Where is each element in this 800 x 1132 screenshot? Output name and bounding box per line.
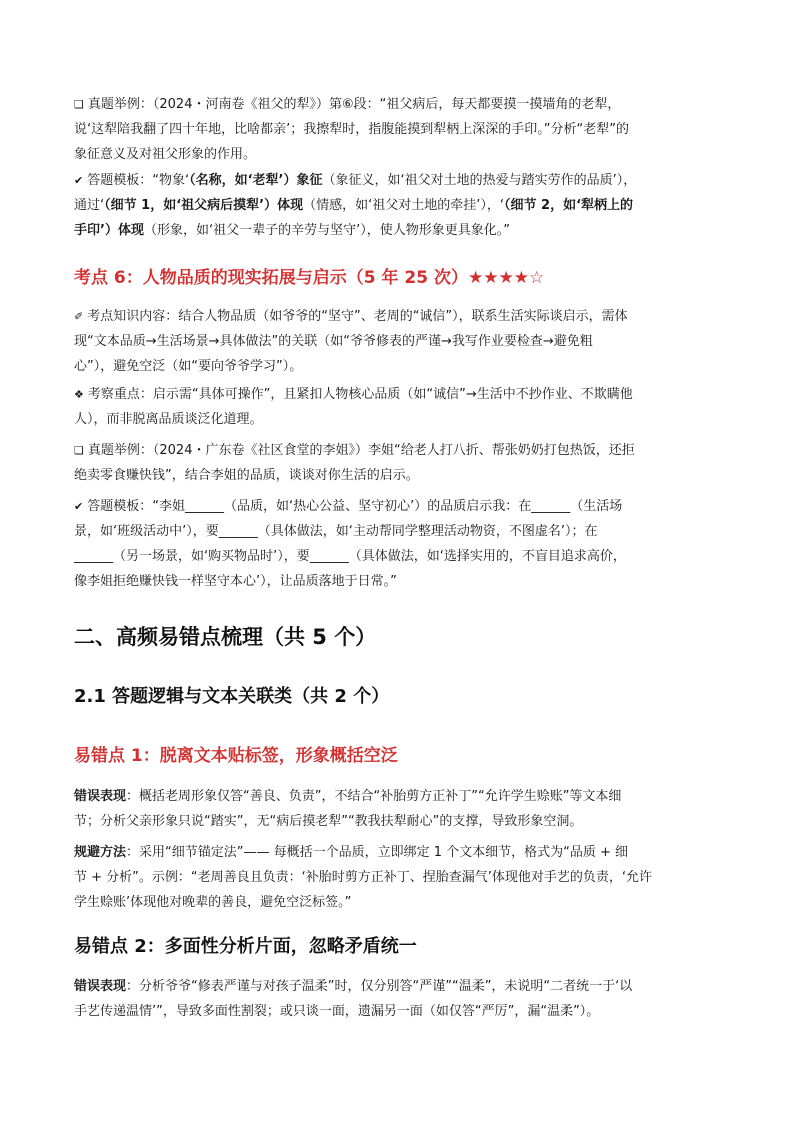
template-line: 答题模板：“李姐______（品质，如‘热心公益、坚守初心’）的品质启示我：在______（生活场	[87, 499, 623, 514]
avoid-line: ：采用“细节锚定法”—— 每概括一个品质，立即绑定 1 个文本细节，格式为“品质 + 细	[126, 845, 629, 860]
example-paragraph-1	[74, 92, 730, 167]
example-line: 真题举例：（2024・河南卷《祖父的犁》）第⑥段：“祖父病后，每天都要摸一摸墙角的老犁，	[87, 97, 621, 112]
mistake-line: 手艺传递温情’”，导致多面性割裂；或只谈一面，遗漏另一面（如仅答“严厉”，漏“温柔”）。	[74, 1004, 600, 1019]
check-icon: ✔	[74, 500, 84, 513]
template-text: （形象，如‘祖父一辈子的辛劳与坚守’），使人物形象更具象化。”	[143, 223, 510, 238]
diamond-bullet-icon: ❖	[74, 388, 84, 401]
mistake-line: 节；分析父亲形象只说“踏实”，无“病后摸老犁”“教我扶犁耐心”的支撑，导致形象空洞。	[74, 814, 583, 829]
avoid-label: 规避方法	[74, 845, 127, 860]
checkbox-bullet-icon: ❑	[74, 444, 84, 457]
error-point-1-heading: 易错点 1：脱离文本贴标签，形象概括空泛	[74, 746, 398, 766]
focus-paragraph	[74, 382, 730, 432]
checkbox-bullet-icon: ❑	[74, 98, 84, 111]
knowledge-line: 心”），避免空泛（如“要向爷爷学习”）。	[74, 359, 303, 374]
avoid-line: 学生赊账’体现他对晚辈的善良，避免空泛标签。”	[74, 895, 352, 910]
focus-line: 人），而非脱离品质谈泛化道理。	[74, 412, 263, 427]
error-point-2-heading: 易错点 2：多面性分析片面，忽略矛盾统一	[74, 936, 417, 957]
error-1-mistake-paragraph	[74, 784, 730, 834]
example-line: 象征意义及对祖父形象的作用。	[74, 147, 257, 162]
template-bold: （细节 2，如‘犁柄上的	[504, 198, 634, 213]
template-bold: 手印’）体现	[74, 223, 144, 238]
template-text: 通过‘	[74, 198, 105, 213]
mistake-label: 错误表现	[74, 979, 127, 994]
focus-line: 考察重点：启示需“具体可操作”，且紧扣人物核心品质（如“诚信”→生活中不抄作业、不欺瞒他	[87, 387, 633, 402]
template-text: 答题模板：“物象‘	[87, 173, 190, 188]
check-icon: ✔	[74, 174, 84, 187]
mistake-label: 错误表现	[74, 789, 127, 804]
pencil-icon: ✐	[74, 310, 84, 323]
template-paragraph-1	[74, 168, 730, 243]
section-2-heading: 二、高频易错点梳理（共 5 个）	[74, 625, 377, 649]
mistake-line: ：分析爷爷“修表严谨与对孩子温柔”时，仅分别答“严谨”“温柔”，未说明“二者统一于‘以	[126, 979, 633, 994]
mistake-line: ：概括老周形象仅答“善良、负责”，不结合“补胎剪方正补丁”“允许学生赊账”等文本细	[126, 789, 622, 804]
example-paragraph-2	[74, 438, 730, 488]
template-text: （情感，如‘祖父对土地的牵挂’），‘	[303, 198, 504, 213]
template-line: 像李姐拒绝赚快钱一样坚守本心’），让品质落地于日常。”	[74, 574, 397, 589]
error-1-avoid-paragraph	[74, 840, 730, 915]
template-line: 景，如‘班级活动中’），要______（具体做法，如‘主动帮同学整理活动物资，不图虚名’）；在	[74, 524, 598, 539]
error-2-mistake-paragraph	[74, 974, 730, 1024]
knowledge-paragraph	[74, 304, 730, 379]
knowledge-line: 考点知识内容：结合人物品质（如爷爷的“坚守”、老周的“诚信”），联系生活实际谈启示，需体	[87, 309, 628, 324]
knowledge-line: 现“文本品质→生活场景→具体做法”的关联（如“爷爷修表的严谨→我写作业要检查→避免粗	[74, 334, 593, 349]
subsection-2-1-heading: 2.1 答题逻辑与文本关联类（共 2 个）	[74, 686, 390, 707]
kaodian-6-heading: 考点 6：人物品质的现实拓展与启示（5 年 25 次）★★★★☆	[74, 268, 545, 288]
template-bold: （细节 1，如‘祖父病后摸犁’）体现	[104, 198, 304, 213]
example-line: 真题举例：（2024・广东卷《社区食堂的李姐》）李姐“给老人打八折、帮张奶奶打包热饭，还拒	[87, 443, 635, 458]
avoid-line: 节 + 分析”。示例：“老周善良且负责：‘补胎时剪方正补丁、捏胎查漏气’体现他对手艺的负责，‘允许	[74, 870, 653, 885]
template-line: ______（另一场景，如‘购买物品时’），要______（具体做法，如‘选择实用的，不盲目追求高价，	[74, 549, 626, 564]
example-line: 说‘这犁陪我翻了四十年地，比啥都亲’；我擦犁时，指腹能摸到犁柄上深深的手印。”分析“老犁”的	[74, 122, 629, 137]
template-paragraph-2	[74, 494, 730, 594]
example-line: 绝卖零食赚快钱”，结合李姐的品质，谈谈对你生活的启示。	[74, 468, 419, 483]
template-text: （象征义，如‘祖父对土地的热爱与踏实劳作的品质’），	[322, 173, 637, 188]
template-bold: （名称，如‘老犁’）象征	[189, 173, 323, 188]
